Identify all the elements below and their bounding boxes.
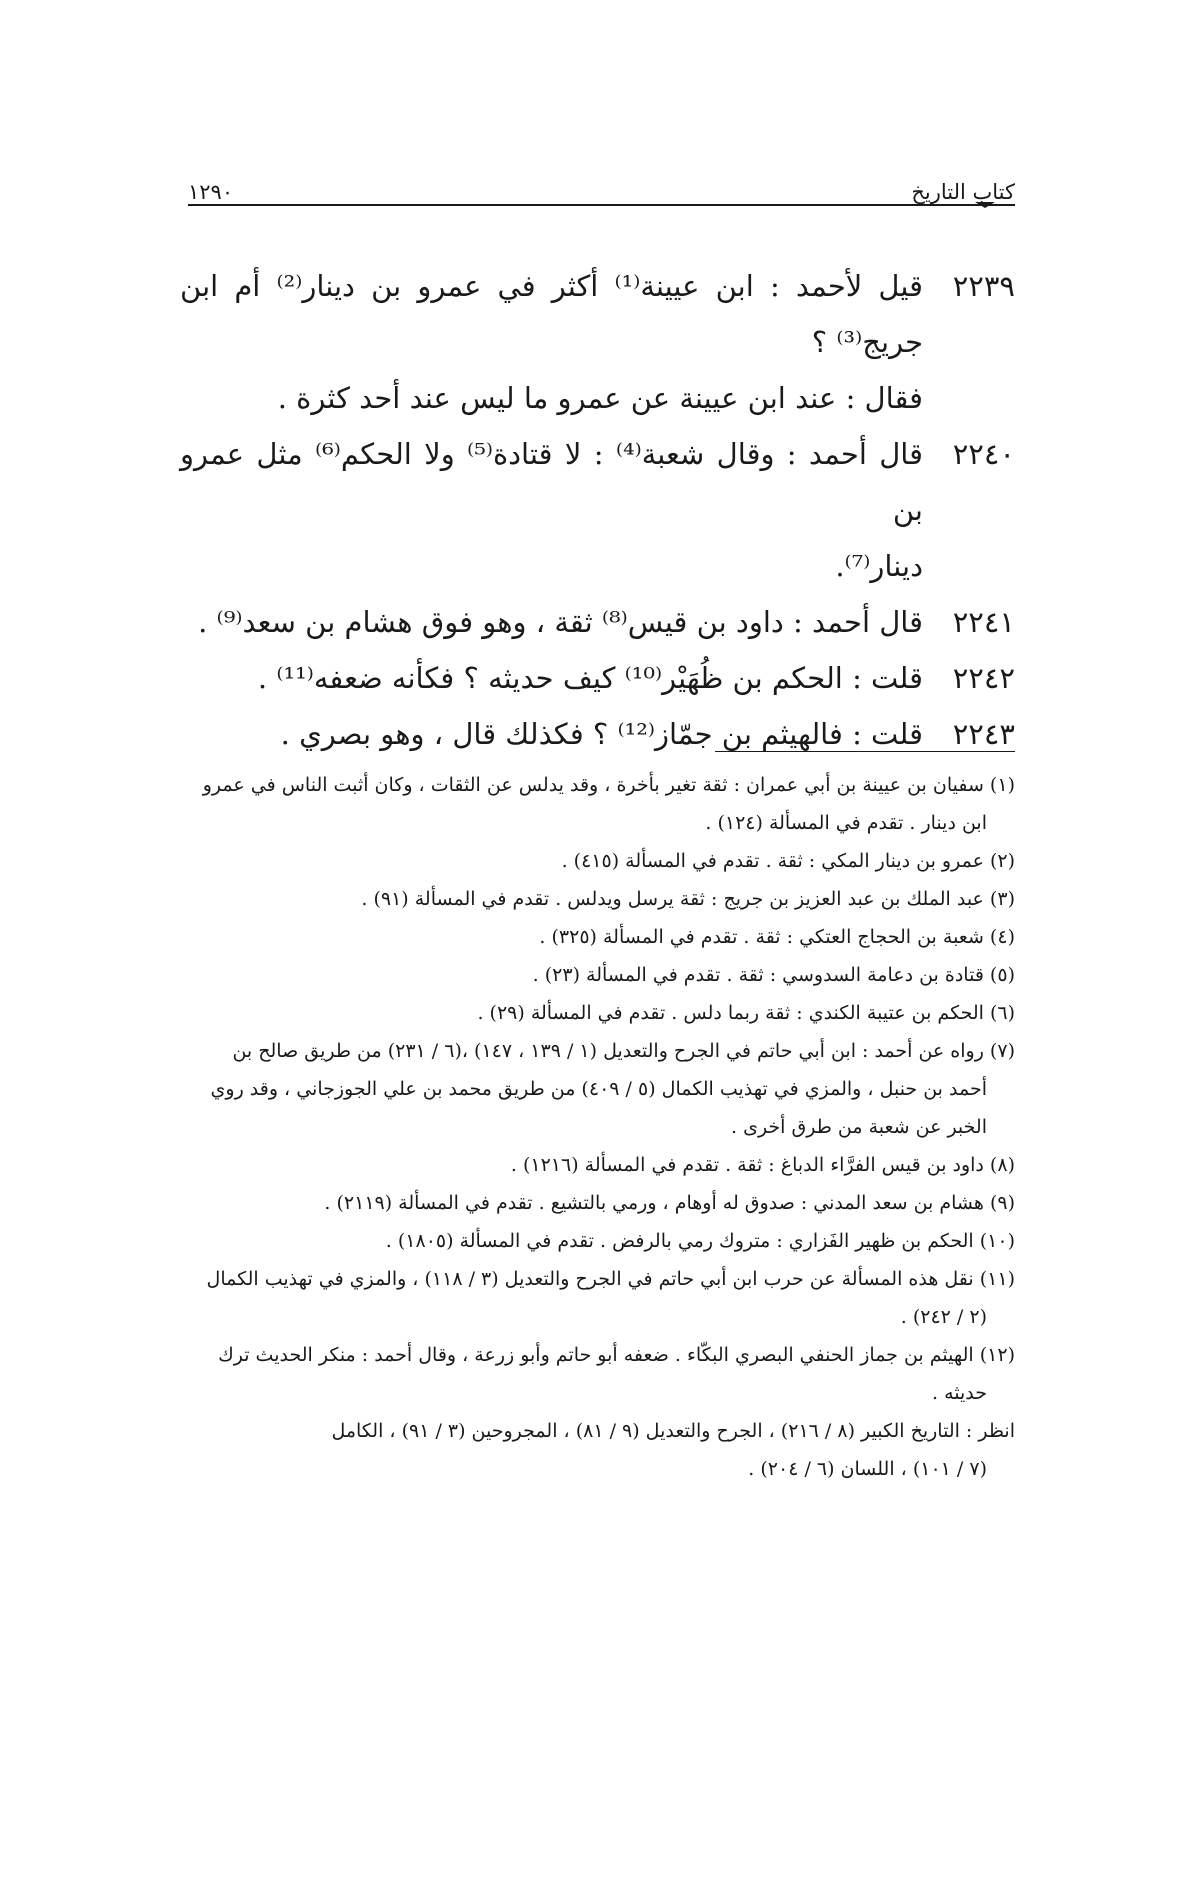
- entry: [180, 258, 1015, 426]
- footnote: [180, 1412, 1015, 1488]
- footnote: [180, 1260, 1015, 1336]
- footnote-line: (١٢) الهيثم بن جماز الحنفي البصري البكّاء . ضعفه أبو حاتم وأبو زرعة ، وقال أحمد : منكر الحديث ترك: [218, 1344, 1015, 1366]
- footnote-line: (٧) رواه عن أحمد : ابن أبي حاتم في الجرح والتعديل (١ / ١٣٩ ، ١٤٧) ،(٦ / ٢٣١) من طريق صالح بن: [232, 1040, 1015, 1062]
- footnote: [180, 1336, 1015, 1412]
- entry-number: ٢٢٤٣: [952, 717, 1015, 751]
- footnote: [180, 880, 1015, 918]
- entry-text: [180, 650, 923, 706]
- footnote: [180, 918, 1015, 956]
- footnote-line: (٣) عبد الملك بن عبد العزيز بن جريج : ثقة يرسل ويدلس . تقدم في المسألة (٩١) .: [361, 888, 1015, 910]
- footnote-line: الخبر عن شعبة من طرق أخرى .: [731, 1116, 987, 1138]
- entry: [180, 650, 1015, 706]
- page-header: [188, 160, 1015, 204]
- footnote: [180, 1146, 1015, 1184]
- entry: [180, 426, 1015, 594]
- footnote-line: (٨) داود بن قيس الفرَّاء الدباغ : ثقة . تقدم في المسألة (١٢١٦) .: [510, 1154, 1015, 1176]
- entry-text: [180, 706, 923, 762]
- footnote-line: انظر : التاريخ الكبير (٨ / ٢١٦) ، الجرح والتعديل (٩ / ٨١) ، المجروحين (٣ / ٩١) ، الكامل: [331, 1420, 1015, 1442]
- entry-line: قال أحمد : وقال شعبة⁽⁴⁾ : لا قتادة⁽⁵⁾ ولا الحكم⁽⁶⁾ مثل عمرو بن: [180, 437, 923, 527]
- footnotes: [180, 766, 1015, 1488]
- entry-line: قال أحمد : داود بن قيس⁽⁸⁾ ثقة ، وهو فوق هشام بن سعد⁽⁹⁾ .: [198, 605, 923, 639]
- footnote-line: أحمد بن حنبل ، والمزي في تهذيب الكمال (٥ / ٤٠٩) من طريق محمد بن علي الجوزجاني ، وقد روي: [210, 1078, 987, 1100]
- footnote-line: حديثه .: [931, 1382, 987, 1404]
- footnote-separator: [715, 751, 1015, 752]
- footnote-line: (١١) نقل هذه المسألة عن حرب ابن أبي حاتم في الجرح والتعديل (٣ / ١١٨) ، والمزي في تهذيب الكمال: [206, 1268, 1015, 1290]
- footnote: [180, 994, 1015, 1032]
- footnote-line: (٩) هشام بن سعد المدني : صدوق له أوهام ، ورمي بالتشيع . تقدم في المسألة (٢١١٩) .: [324, 1192, 1015, 1214]
- footnote-line: (٥) قتادة بن دعامة السدوسي : ثقة . تقدم في المسألة (٢٣) .: [532, 964, 1015, 986]
- footnote: [180, 1032, 1015, 1146]
- page-number: ١٢٩٠: [188, 180, 234, 204]
- entry-number: ٢٢٣٩: [952, 269, 1015, 303]
- entry-text: [180, 426, 923, 594]
- header-rule: [188, 204, 1015, 206]
- entry-line: فقال : عند ابن عيينة عن عمرو ما ليس عند أحد كثرة .: [277, 381, 923, 415]
- entry-text: [180, 258, 923, 426]
- entries-list: [180, 258, 1015, 762]
- entry: [180, 594, 1015, 650]
- book-title: كتاب التاريخ: [911, 180, 1015, 204]
- footnote-line: (٦) الحكم بن عتيبة الكندي : ثقة ربما دلس . تقدم في المسألة (٢٩) .: [477, 1002, 1015, 1024]
- entry-line: قلت : فالهيثم بن جمّاز⁽¹²⁾ ؟ فكذلك قال ، وهو بصري .: [280, 717, 923, 751]
- footnote-line: (٤) شعبة بن الحجاج العتكي : ثقة . تقدم في المسألة (٣٢٥) .: [539, 926, 1015, 948]
- footnote-line: ابن دينار . تقدم في المسألة (١٢٤) .: [705, 812, 987, 834]
- footnote: [180, 1222, 1015, 1260]
- footnote-line: (١٠) الحكم بن ظهير الفَزاري : متروك رمي بالرفض . تقدم في المسألة (١٨٠٥) .: [385, 1230, 1015, 1252]
- entry-line: قيل لأحمد : ابن عيينة⁽¹⁾ أكثر في عمرو بن دينار⁽²⁾ أم ابن جريج⁽³⁾ ؟: [180, 269, 924, 359]
- footnote: [180, 956, 1015, 994]
- entry-line: قلت : الحكم بن ظُهَيْر⁽¹⁰⁾ كيف حديثه ؟ فكأنه ضعفه⁽¹¹⁾ .: [257, 661, 923, 695]
- entry-number: ٢٢٤١: [952, 605, 1015, 639]
- footnote: [180, 1184, 1015, 1222]
- entry-number: ٢٢٤٠: [952, 437, 1015, 471]
- entry: [180, 706, 1015, 762]
- entry-text: [180, 594, 923, 650]
- footnote: [180, 766, 1015, 842]
- footnote-line: (٢) عمرو بن دينار المكي : ثقة . تقدم في المسألة (٤١٥) .: [561, 850, 1015, 872]
- footnote: [180, 842, 1015, 880]
- entry-line: دينار⁽⁷⁾.: [835, 549, 923, 583]
- footnote-line: (٢ / ٢٤٢) .: [900, 1306, 987, 1328]
- footnote-line: (٧ / ١٠١) ، اللسان (٦ / ٢٠٤) .: [748, 1458, 987, 1480]
- footnote-line: (١) سفيان بن عيينة بن أبي عمران : ثقة تغير بأخرة ، وقد يدلس عن الثقات ، وكان أثبت الناس في عمرو: [202, 774, 1015, 796]
- entry-number: ٢٢٤٢: [952, 661, 1015, 695]
